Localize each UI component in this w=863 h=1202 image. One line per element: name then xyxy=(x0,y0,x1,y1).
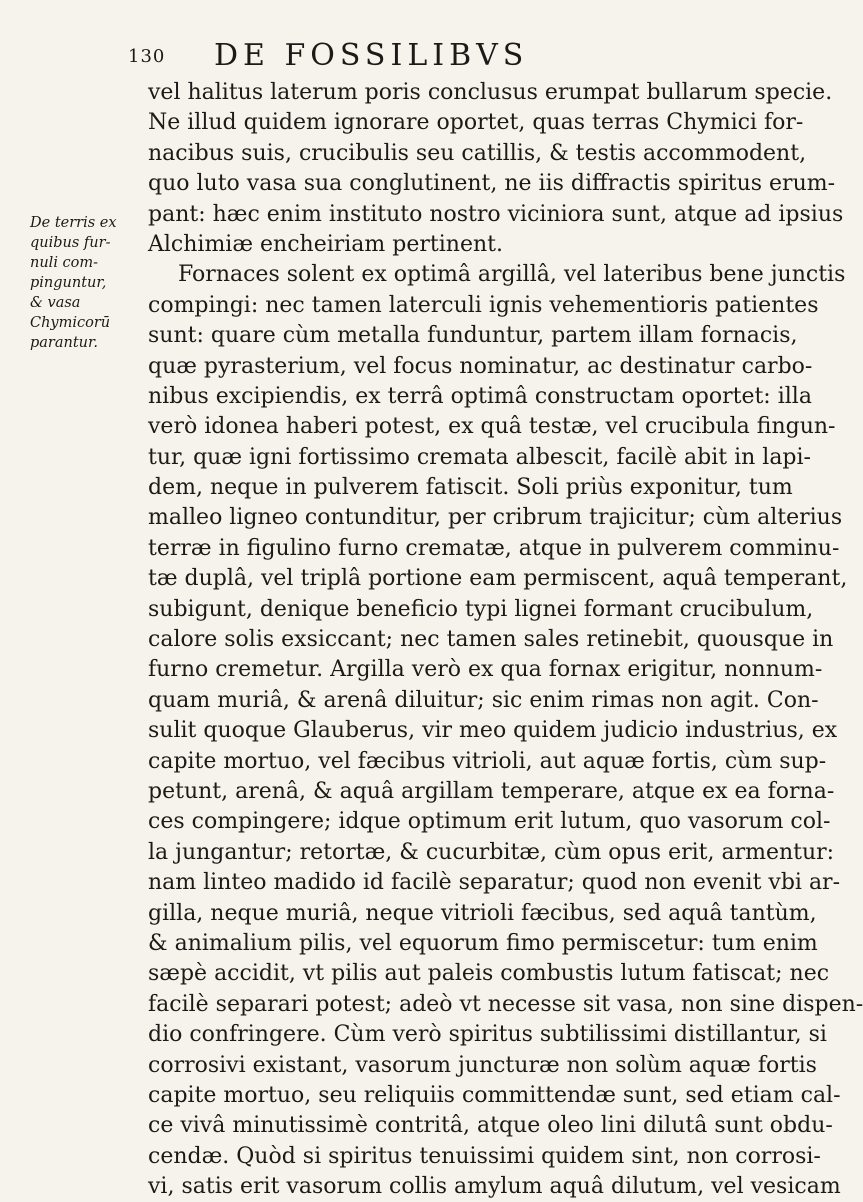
text-line: verò idonea haberi potest, ex quâ testæ, vel crucibula fingun- xyxy=(148,414,836,440)
text-line: terræ in figulino furno crematæ, atque in pulverem comminu- xyxy=(148,535,840,561)
text-line: gilla, neque muriâ, neque vitrioli fæcibus, sed aquâ tantùm, xyxy=(148,900,817,926)
text-line: Ne illud quidem ignorare oportet, quas terras Chymici for- xyxy=(148,110,804,136)
text-line: quæ pyrasterium, vel focus nominatur, ac destinatur carbo- xyxy=(148,353,813,379)
text-line: malleo ligneo contunditur, per cribrum trajicitur; cùm alterius xyxy=(148,505,843,531)
text-line: dio confringere. Cùm verò spiritus subtilissimi distillantur, si xyxy=(148,1022,827,1048)
text-line: nacibus suis, crucibulis seu catillis, & testis accommodent, xyxy=(148,140,807,166)
text-line: tæ duplâ, vel triplâ portione eam permiscent, aquâ temperant, xyxy=(148,566,848,592)
text-line: quo luto vasa sua conglutinent, ne iis diffractis spiritus erum- xyxy=(148,171,836,197)
text-line: & animalium pilis, vel equorum fimo permiscetur: tum enim xyxy=(148,930,818,956)
text-line: tur, quæ igni fortissimo cremata albescit, facilè abit in lapi- xyxy=(148,444,811,470)
margin-note-line: & vasa xyxy=(30,295,81,311)
margin-note-line: parantur. xyxy=(30,335,98,351)
text-line: cendæ. Quòd si spiritus tenuissimi quidem sint, non corrosi- xyxy=(148,1143,821,1169)
text-line: pant: hæc enim instituto nostro viciniora sunt, atque ad ipsius xyxy=(148,201,844,227)
text-line: capite mortuo, vel fæcibus vitrioli, aut aquæ fortis, cùm sup- xyxy=(148,748,827,774)
text-line: calore solis exsiccant; nec tamen sales retinebit, quousque in xyxy=(148,627,834,653)
text-line: quam muriâ, & arenâ diluitur; sic enim rimas non agit. Con- xyxy=(148,687,819,713)
text-line: capite mortuo, seu reliquiis committendæ sunt, sed etiam cal- xyxy=(148,1082,841,1108)
text-line: nibus excipiendis, ex terrâ optimâ constructam oportet: illa xyxy=(148,383,812,409)
text-line: ces compingere; idque optimum erit lutum, quo vasorum col- xyxy=(148,809,831,835)
text-line: subigunt, denique beneficio typi lignei formant crucibulum, xyxy=(148,596,814,622)
text-line: petunt, arenâ, & aquâ argillam temperare, atque ex ea forna- xyxy=(148,778,835,804)
running-head: DE FOSSILIBVS xyxy=(214,38,529,73)
text-line: Fornaces solent ex optimâ argillâ, vel lateribus bene junctis xyxy=(178,262,846,288)
text-line: sunt: quare cùm metalla funduntur, partem illam fornacis, xyxy=(148,323,798,349)
text-line: vel halitus laterum poris conclusus erumpat bullarum specie. xyxy=(148,80,833,105)
page-number: 130 xyxy=(128,46,166,67)
text-line: nam linteo madido id facilè separatur; quod non evenit vbi ar- xyxy=(148,870,841,896)
margin-note-line: nuli com- xyxy=(30,255,99,271)
text-line: furno cremetur. Argilla verò ex qua fornax erigitur, nonnum- xyxy=(148,657,823,683)
margin-note-line: De terris ex xyxy=(30,215,117,231)
text-line: facilè separari potest; adeò vt necesse sit vasa, non sine dispen- xyxy=(148,991,863,1017)
margin-note-line: Chymicorū xyxy=(30,315,111,331)
text-line: sulit quoque Glauberus, vir meo quidem judicio industrius, ex xyxy=(148,718,838,744)
text-line: vi, satis erit vasorum collis amylum aquâ dilutum, vel vesicam xyxy=(148,1174,841,1200)
margin-note xyxy=(30,213,140,353)
text-line: corrosivi existant, vasorum juncturæ non solùm aquæ fortis xyxy=(148,1052,817,1078)
text-line: compingi: nec tamen laterculi ignis vehementioris patientes xyxy=(148,292,819,318)
text-line: la jungantur; retortæ, & cucurbitæ, cùm opus erit, armentur: xyxy=(148,839,835,865)
margin-note-line: quibus fur- xyxy=(30,235,111,251)
text-line: dem, neque in pulverem fatiscit. Soli priùs exponitur, tum xyxy=(148,475,793,501)
margin-note-line: pinguntur, xyxy=(30,275,107,291)
text-line: sæpè accidit, vt pilis aut paleis combustis lutum fatiscat; nec xyxy=(148,961,830,987)
body-text xyxy=(148,78,863,1202)
text-line: ce vivâ minutissimè contritâ, atque oleo lini dilutâ sunt obdu- xyxy=(148,1113,833,1139)
text-line: Alchimiæ encheiriam pertinent. xyxy=(148,231,503,257)
